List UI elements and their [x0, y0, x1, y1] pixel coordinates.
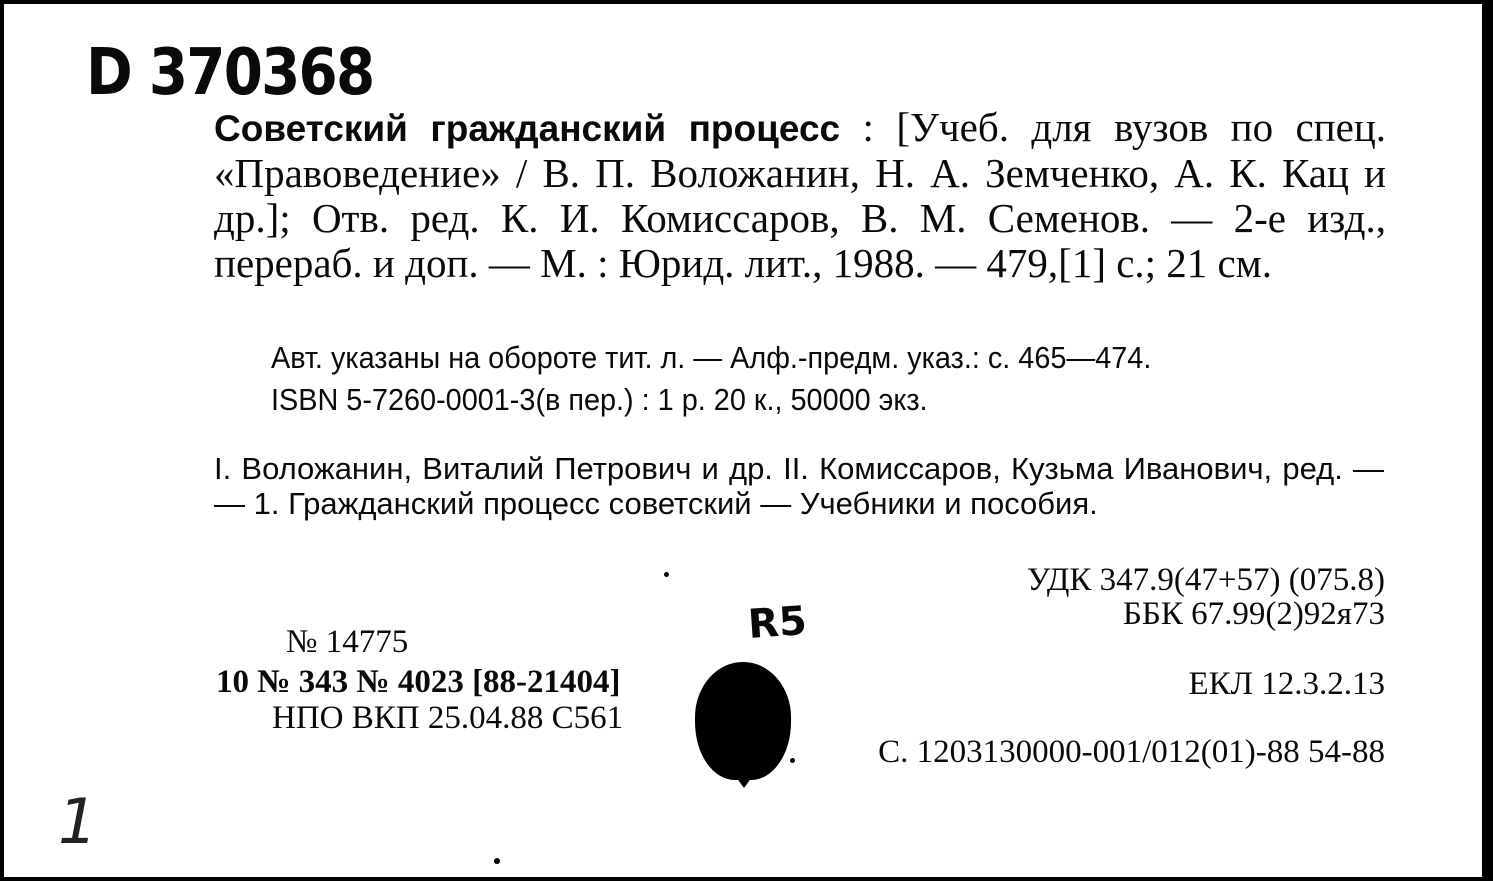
authors-note: Авт. указаны на обороте тит. л. — Алф.-предм. указ.: с. 465—474.: [271, 340, 1152, 375]
handwritten-page-number: 1: [58, 785, 98, 858]
entry-body: : [Учеб. для вузов по спец. «Правоведение» / В. П. Воложанин, Н. А. Земченко, А. К. Кац и др.]; Отв. ред. К. И. Комиссаров, В. М. Семенов. — 2-е изд., перераб. и доп. — М. : Юрид. лит., 1988. — 479,[1] с.; 21 см.: [214, 104, 1387, 286]
ink-speck: [790, 758, 795, 763]
order-line-2: НПО ВКП 25.04.88 С561: [272, 700, 624, 736]
book-title: Советский гражданский процесс: [214, 108, 841, 149]
handwritten-initials: R5: [746, 598, 809, 648]
ink-speck: [664, 572, 669, 577]
udk-code: УДК 347.9(47+57) (075.8): [1026, 562, 1385, 598]
bibliographic-entry: [214, 105, 1386, 286]
call-number: D 370368: [86, 36, 374, 110]
publisher-code: С. 1203130000-001/012(01)-88 54-88: [878, 734, 1385, 770]
order-line-1: 10 № 343 № 4023 [88-21404]: [216, 664, 621, 700]
ink-blot-tip: [722, 758, 766, 788]
order-number: № 14775: [286, 624, 409, 660]
ink-speck: [494, 858, 500, 864]
ekl-code: ЕКЛ 12.3.2.13: [1188, 666, 1385, 702]
isbn-line: ISBN 5-7260-0001-3(в пер.) : 1 р. 20 к., 50000 экз.: [271, 382, 928, 417]
tracing-entries: I. Воложанин, Виталий Петрович и др. II. Комиссаров, Кузьма Иванович, ред. — — 1. Гражданский процесс советский — Учебники и пособия.: [214, 451, 1384, 521]
bbk-code: ББК 67.99(2)92я73: [1122, 596, 1385, 632]
